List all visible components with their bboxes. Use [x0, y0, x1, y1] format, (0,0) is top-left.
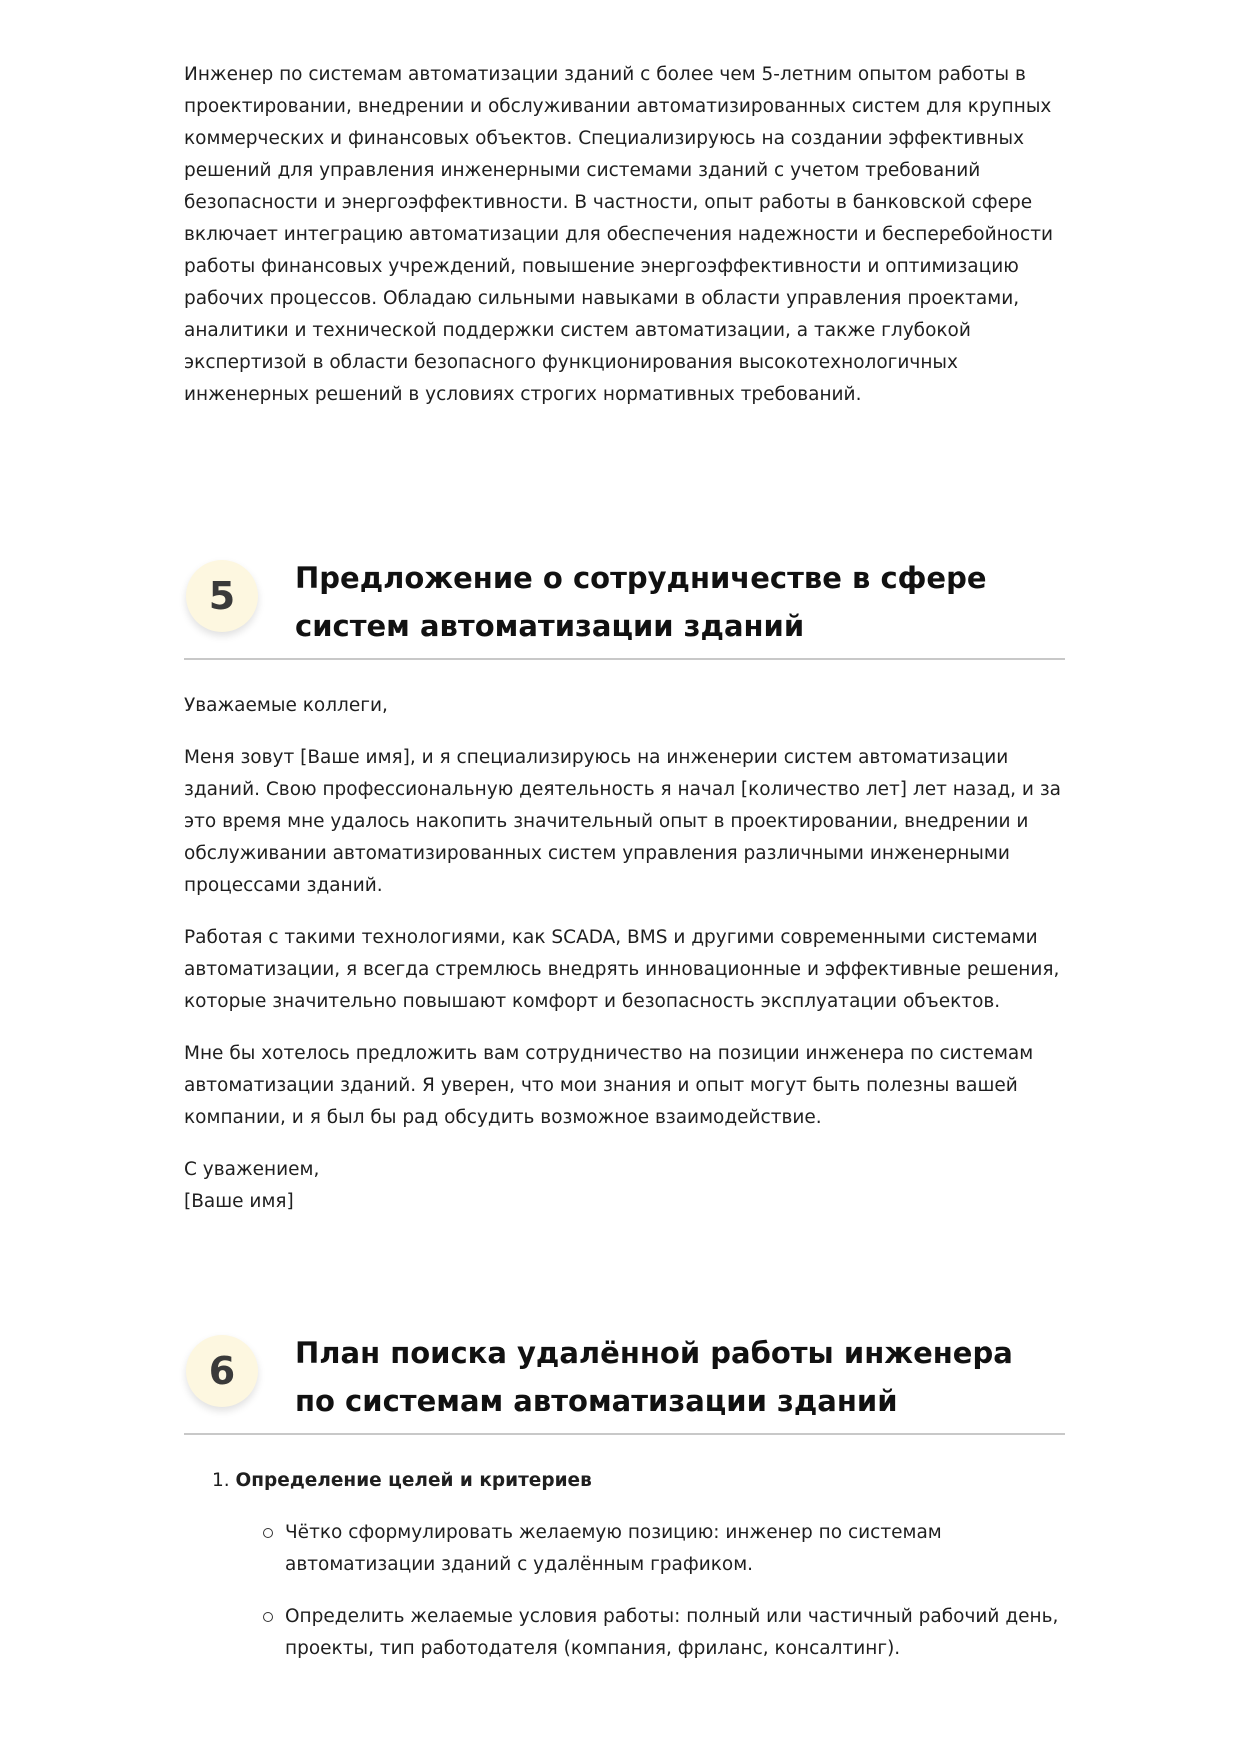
letter-paragraph: Мне бы хотелось предложить вам сотрудничество на позиции инженера по системам автоматизации зданий. Я уверен, что мои знания и опыт могут быть полезны вашей компании, и я был бы рад обсудить возможное взаимодействие.: [184, 1043, 1034, 1128]
section-number-badge: 6: [186, 1335, 258, 1407]
list-marker: 1.: [212, 1470, 230, 1491]
section-title: Предложение о сотрудничестве в сфере систем автоматизации зданий: [295, 561, 987, 643]
search-plan-list: [184, 1465, 1065, 1665]
list-item: Определить желаемые условия работы: полный или частичный рабочий день, проекты, тип работодателя (компания, фриланс, консалтинг).: [285, 1601, 1065, 1665]
section-5-header: [184, 550, 1065, 660]
signature-text: [Ваше имя]: [184, 1191, 294, 1212]
section-number-badge: 5: [186, 560, 258, 632]
intro-paragraph: Инженер по системам автоматизации зданий с более чем 5-летним опытом работы в проектировании, внедрении и обслуживании автоматизированных систем для крупных коммерческих и финансовых объектов. Специализируюсь на создании эффективных решений для управления инженерными системами зданий с учетом требований безопасности и энергоэффективности. В частности, опыт работы в банковской сфере включает интеграцию автоматизации для обеспечения надежности и бесперебойности работы финансовых учреждений, повышение энергоэффективности и оптимизацию рабочих процессов. Обладаю сильными навыками в области управления проектами, аналитики и технической поддержки систем автоматизации, а также глубокой экспертизой в области безопасного функционирования высокотехнологичных инженерных решений в условиях строгих нормативных требований.: [184, 64, 1054, 405]
cooperation-letter: [184, 690, 1065, 1218]
list-item: Чётко сформулировать желаемую позицию: инженер по системам автоматизации зданий с удалённым графиком.: [285, 1517, 1065, 1581]
closing-text: С уважением,: [184, 1159, 320, 1180]
section-6-header: [184, 1325, 1065, 1435]
list-item: [212, 1465, 1065, 1497]
step-title: Определение целей и критериев: [235, 1470, 592, 1491]
intro-summary: [184, 59, 1065, 411]
section-title: План поиска удалённой работы инженера по системам автоматизации зданий: [295, 1336, 1013, 1418]
letter-closing: [184, 1154, 1065, 1218]
letter-paragraph: Меня зовут [Ваше имя], и я специализируюсь на инженерии систем автоматизации зданий. Свою профессиональную деятельность я начал [количество лет] лет назад, и за это время мне удалось накопить значительный опыт в проектировании, внедрении и обслуживании автоматизированных систем управления различными инженерными процессами зданий.: [184, 747, 1062, 896]
letter-greeting: Уважаемые коллеги,: [184, 695, 388, 716]
letter-paragraph: Работая с такими технологиями, как SCADA, BMS и другими современными системами автоматизации, я всегда стремлюсь внедрять инновационные и эффективные решения, которые значительно повышают комфорт и безопасность эксплуатации объектов.: [184, 927, 1060, 1012]
